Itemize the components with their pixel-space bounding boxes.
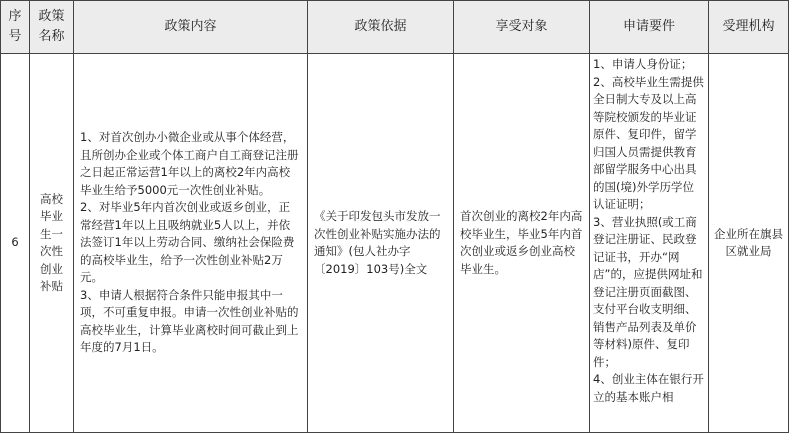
cell-seq: 6 bbox=[1, 54, 30, 433]
content-item: 3、申请人根据符合条件只能申报其中一项，不可重复申报。申请一次性创业补贴的高校毕业生，计算毕业离校时间可截止到上年度的7月1日。 bbox=[80, 287, 299, 355]
requirement-item: 2、高校毕业生需提供全日制大专及以上高等院校颁发的毕业证原件、复印件，留学归国人员需提供教育部留学服务中心出具的国(境)外学历学位认证证明； bbox=[593, 74, 704, 211]
requirement-item: 3、营业执照(或工商登记注册证、民政登记证书，开办“网店”的，应提供网址和登记注册页面截图、支付平台收支明细、销售产品列表及单价等材料)原件、复印件； bbox=[593, 214, 703, 369]
header-target: 享受对象 bbox=[454, 1, 590, 54]
header-requirements: 申请要件 bbox=[590, 1, 709, 54]
header-content: 政策内容 bbox=[74, 1, 308, 54]
cell-requirements bbox=[590, 54, 709, 433]
content-item: 2、对毕业5年内首次创业或返乡创业，正常经营1年以上且吸纳就业5人以上，并依法签订1年以上劳动合同、缴纳社会保险费的高校毕业生，给予一次性创业补贴2万元。 bbox=[80, 200, 295, 285]
header-name: 政策名称 bbox=[30, 1, 74, 54]
header-seq: 序号 bbox=[1, 1, 30, 54]
requirement-item: 1、申请人身份证； bbox=[593, 57, 693, 71]
table-row bbox=[1, 54, 789, 433]
header-agency: 受理机构 bbox=[709, 1, 789, 54]
cell-policy-name: 高校毕业生一次性创业补贴 bbox=[30, 54, 74, 433]
content-item: 1、对首次创办小微企业或从事个体经营，且所创办企业或个体工商户自工商登记注册之日起正常运营1年以上的离校2年内高校毕业生给予5000元一次性创业补贴。 bbox=[80, 130, 299, 197]
cell-agency: 企业所在旗县区就业局 bbox=[709, 54, 789, 433]
requirement-item: 4、创业主体在银行开立的基本账户相 bbox=[593, 372, 704, 404]
cell-target: 首次创业的离校2年内高校毕业生，毕业5年内首次创业或返乡创业高校毕业生。 bbox=[454, 54, 590, 433]
cell-policy-content bbox=[74, 54, 308, 433]
header-row bbox=[1, 1, 789, 54]
cell-policy-basis: 《关于印发包头市发放一次性创业补贴实施办法的通知》(包人社办字〔2019〕103号)全文 bbox=[308, 54, 454, 433]
header-basis: 政策依据 bbox=[308, 1, 454, 54]
